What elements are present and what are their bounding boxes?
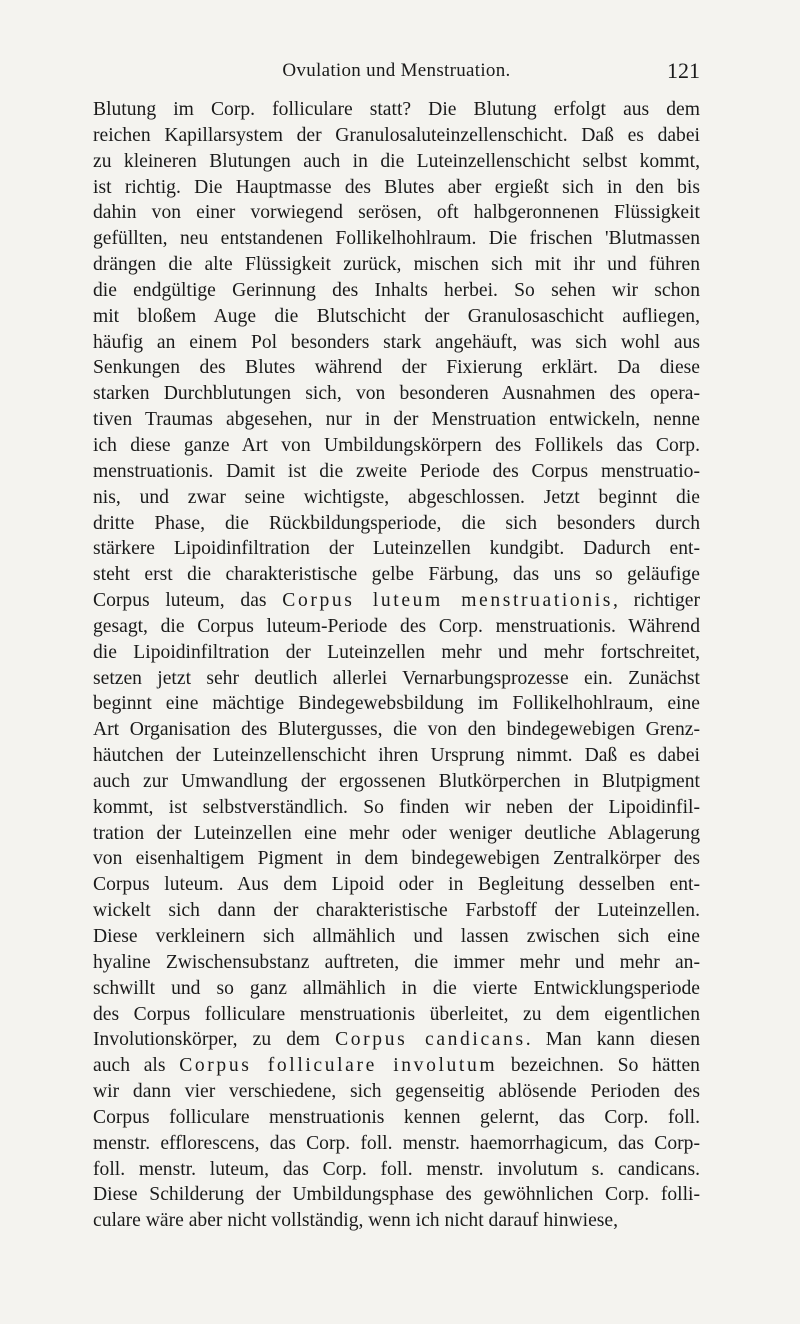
text-line: die endgültige Gerinnung des Inhalts herbei. So sehen wir schon (93, 279, 700, 301)
text-line: auch zur Umwandlung der ergossenen Blutkörperchen in Blutpigment (93, 770, 700, 792)
text-line: Blutung im Corp. folliculare statt? Die Blutung erfolgt aus dem (93, 99, 700, 120)
text-line: Diese verkleinern sich allmählich und lassen zwischen sich eine (93, 926, 700, 947)
text-line: gesagt, die Corpus luteum-Periode des Corp. menstruationis. Während (93, 615, 700, 637)
text-line: zu kleineren Blutungen auch in die Luteinzellenschicht selbst kommt, (93, 150, 700, 172)
text-line: stärkere Lipoidinfiltration der Luteinzellen kundgibt. Dadurch ent- (93, 538, 700, 560)
text-line: hyaline Zwischensubstanz auftreten, die immer mehr und mehr an- (93, 951, 700, 973)
text-line: nis, und zwar seine wichtigste, abgeschlossen. Jetzt beginnt die (93, 486, 700, 508)
running-head (93, 60, 700, 88)
text-line: dritte Phase, die Rückbildungsperiode, die sich besonders durch (93, 512, 700, 534)
spaced-emphasis: Corpus luteum menstruationis (282, 590, 613, 612)
text-line: ist richtig. Die Hauptmasse des Blutes aber ergießt sich in den bis (93, 176, 700, 198)
text-line: Art Organisation des Blutergusses, die von den bindegewebigen Grenz- (93, 719, 700, 741)
text-line: Corpus luteum. Aus dem Lipoid oder in Begleitung desselben ent- (93, 874, 700, 896)
text-line: die Lipoidinfiltration der Luteinzellen mehr und mehr fortschreitet, (93, 641, 700, 663)
text-line: wickelt sich dann der charakteristische Farbstoff der Luteinzellen. (93, 900, 700, 922)
text-line: Involutionskörper, zu dem Corpus candicans. Man kann diesen (93, 1029, 701, 1051)
text-line: des Corpus folliculare menstruationis überleitet, zu dem eigentlichen (93, 1003, 700, 1025)
text-line: drängen die alte Flüssigkeit zurück, mischen sich mit ihr und führen (93, 254, 700, 276)
text-line: tiven Traumas abgesehen, nur in der Menstruation entwickeln, nenne (93, 409, 700, 431)
text-line: auch als Corpus folliculare involutum bezeichnen. So hätten (93, 1055, 700, 1077)
text-line: von eisenhaltigem Pigment in dem bindegewebigen Zentralkörper des (93, 848, 700, 870)
text-line: steht erst die charakteristische gelbe Färbung, das uns so geläufige (93, 564, 700, 586)
text-line: reichen Kapillarsystem der Granulosaluteinzellenschicht. Daß es dabei (93, 124, 700, 146)
spaced-emphasis: Corpus folliculare involutum (179, 1055, 498, 1077)
text-line: Corpus folliculare menstruationis kennen gelernt, das Corp. foll. (93, 1106, 700, 1128)
text-line: starken Durchblutungen sich, von besonderen Ausnahmen des opera- (93, 383, 700, 405)
text-line: foll. menstr. luteum, das Corp. foll. menstr. involutum s. candicans. (93, 1158, 700, 1180)
text-line: beginnt eine mächtige Bindegewebsbildung im Follikelhohlraum, eine (93, 693, 700, 715)
text-line: setzen jetzt sehr deutlich allerlei Vernarbungsprozesse ein. Zunächst (93, 667, 700, 689)
text-line: mit bloßem Auge die Blutschicht der Granulosaschicht aufliegen, (93, 305, 700, 327)
text-line: dahin von einer vorwiegend serösen, oft halbgeronnenen Flüssigkeit (93, 202, 700, 224)
text-line: Senkungen des Blutes während der Fixierung erklärt. Da diese (93, 357, 700, 379)
text-line: schwillt und so ganz allmählich in die vierte Entwicklungsperiode (93, 977, 700, 999)
text-line: culare wäre aber nicht vollständig, wenn ich nicht darauf hinwiese, (93, 1210, 619, 1232)
text-line: häufig an einem Pol besonders stark angehäuft, was sich wohl aus (93, 331, 700, 353)
text-line: menstruationis. Damit ist die zweite Periode des Corpus menstruatio- (93, 460, 700, 482)
text-line: wir dann vier verschiedene, sich gegenseitig ablösende Perioden des (93, 1081, 700, 1103)
text-line: Diese Schilderung der Umbildungsphase des gewöhnlichen Corp. folli- (93, 1184, 700, 1206)
text-line: gefüllten, neu entstandenen Follikelhohlraum. Die frischen 'Blutmassen (93, 228, 700, 250)
page-number: 121 (667, 58, 700, 83)
text-line: kommt, ist selbstverständlich. So finden wir neben der Lipoidinfil- (93, 796, 700, 818)
text-line: tration der Luteinzellen eine mehr oder weniger deutliche Ablagerung (93, 822, 700, 844)
spaced-emphasis: Corpus candicans (335, 1029, 526, 1051)
text-line: menstr. efflorescens, das Corp. foll. menstr. haemorrhagicum, das Corp- (93, 1132, 700, 1154)
body-text (93, 97, 700, 1234)
running-title: Ovulation und Menstruation. (282, 60, 511, 81)
text-line: häutchen der Luteinzellenschicht ihren Ursprung nimmt. Daß es dabei (93, 745, 700, 767)
text-line: Corpus luteum, das Corpus luteum menstruationis, richtiger (93, 590, 700, 612)
text-line: ich diese ganze Art von Umbildungskörpern des Follikels das Corp. (93, 434, 700, 456)
